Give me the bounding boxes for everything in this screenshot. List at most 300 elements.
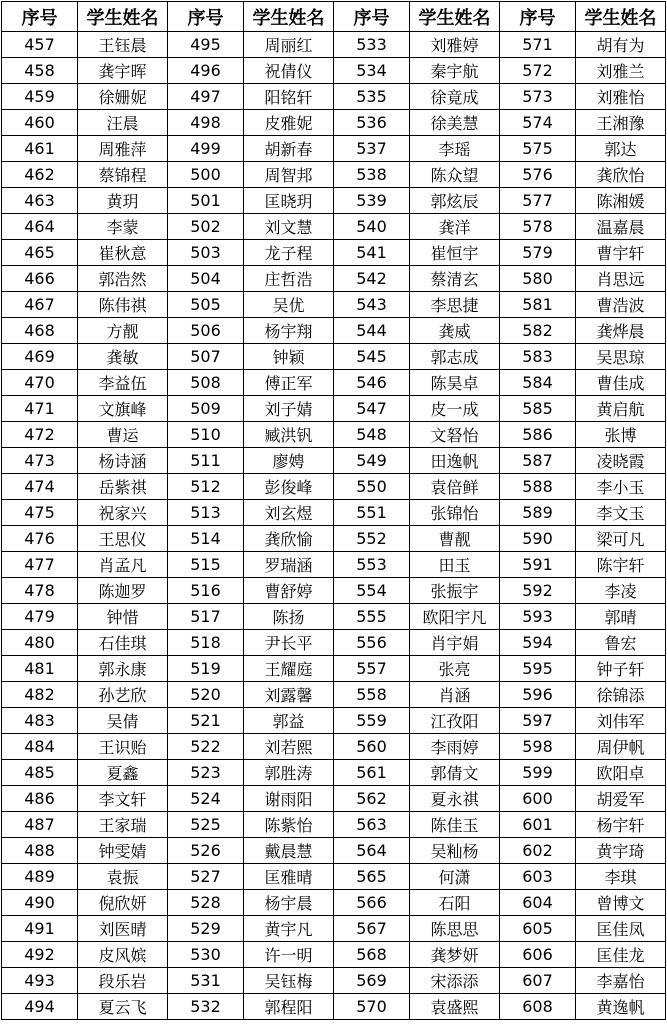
student-name-cell: 杨宇轩	[576, 812, 666, 838]
student-name-cell: 李琪	[576, 864, 666, 890]
student-name-cell: 方靓	[78, 318, 168, 344]
student-name-cell: 汪晨	[78, 110, 168, 136]
student-name-cell: 秦宇航	[410, 58, 500, 84]
serial-number-cell: 478	[2, 578, 78, 604]
serial-number-cell: 458	[2, 58, 78, 84]
student-name-cell: 王识贻	[78, 734, 168, 760]
serial-number-cell: 474	[2, 474, 78, 500]
student-name-cell: 龚威	[410, 318, 500, 344]
serial-number-cell: 531	[168, 968, 244, 994]
student-name-cell: 龚宇晖	[78, 58, 168, 84]
student-name-cell: 欧阳宇凡	[410, 604, 500, 630]
student-name-cell: 钟雯婧	[78, 838, 168, 864]
student-name-cell: 夏云飞	[78, 994, 168, 1020]
student-name-cell: 王家瑞	[78, 812, 168, 838]
student-name-cell: 鲁宏	[576, 630, 666, 656]
serial-number-cell: 484	[2, 734, 78, 760]
serial-number-cell: 529	[168, 916, 244, 942]
student-name-cell: 李嘉怡	[576, 968, 666, 994]
student-name-cell: 郭益	[244, 708, 334, 734]
serial-number-cell: 471	[2, 396, 78, 422]
header-cell-student-name: 学生姓名	[410, 2, 500, 32]
serial-number-cell: 585	[500, 396, 576, 422]
serial-number-cell: 533	[334, 32, 410, 58]
serial-number-cell: 520	[168, 682, 244, 708]
serial-number-cell: 494	[2, 994, 78, 1020]
student-name-cell: 李凌	[576, 578, 666, 604]
student-name-cell: 阳铭轩	[244, 84, 334, 110]
serial-number-cell: 561	[334, 760, 410, 786]
student-name-cell: 刘雅婷	[410, 32, 500, 58]
table-row	[2, 396, 666, 422]
student-name-cell: 张亮	[410, 656, 500, 682]
serial-number-cell: 460	[2, 110, 78, 136]
header-row	[2, 2, 666, 32]
student-name-cell: 曹舒婷	[244, 578, 334, 604]
student-roster-table	[1, 1, 666, 1020]
student-name-cell: 陈湘媛	[576, 188, 666, 214]
serial-number-cell: 547	[334, 396, 410, 422]
serial-number-cell: 572	[500, 58, 576, 84]
student-name-cell: 张博	[576, 422, 666, 448]
student-name-cell: 李小玉	[576, 474, 666, 500]
serial-number-cell: 580	[500, 266, 576, 292]
serial-number-cell: 519	[168, 656, 244, 682]
student-name-cell: 欧阳卓	[576, 760, 666, 786]
table-row	[2, 786, 666, 812]
student-name-cell: 陈众望	[410, 162, 500, 188]
student-name-cell: 黄宇琦	[576, 838, 666, 864]
serial-number-cell: 467	[2, 292, 78, 318]
serial-number-cell: 595	[500, 656, 576, 682]
student-name-cell: 石佳琪	[78, 630, 168, 656]
table-row	[2, 500, 666, 526]
serial-number-cell: 566	[334, 890, 410, 916]
serial-number-cell: 536	[334, 110, 410, 136]
header-cell-student-name: 学生姓名	[78, 2, 168, 32]
serial-number-cell: 557	[334, 656, 410, 682]
student-name-cell: 曹宇轩	[576, 240, 666, 266]
student-name-cell: 匡佳凤	[576, 916, 666, 942]
serial-number-cell: 472	[2, 422, 78, 448]
student-name-cell: 田玉	[410, 552, 500, 578]
student-name-cell: 王耀庭	[244, 656, 334, 682]
serial-number-cell: 542	[334, 266, 410, 292]
serial-number-cell: 483	[2, 708, 78, 734]
student-name-cell: 龚欣愉	[244, 526, 334, 552]
serial-number-cell: 546	[334, 370, 410, 396]
serial-number-cell: 502	[168, 214, 244, 240]
serial-number-cell: 577	[500, 188, 576, 214]
table-row	[2, 942, 666, 968]
serial-number-cell: 596	[500, 682, 576, 708]
serial-number-cell: 469	[2, 344, 78, 370]
serial-number-cell: 540	[334, 214, 410, 240]
student-name-cell: 杨宇翔	[244, 318, 334, 344]
table-row	[2, 370, 666, 396]
student-name-cell: 周雅萍	[78, 136, 168, 162]
serial-number-cell: 490	[2, 890, 78, 916]
student-name-cell: 郭达	[576, 136, 666, 162]
student-name-cell: 岳紫祺	[78, 474, 168, 500]
serial-number-cell: 508	[168, 370, 244, 396]
roster-body	[2, 32, 666, 1020]
student-name-cell: 蔡锦程	[78, 162, 168, 188]
serial-number-cell: 466	[2, 266, 78, 292]
serial-number-cell: 605	[500, 916, 576, 942]
serial-number-cell: 569	[334, 968, 410, 994]
serial-number-cell: 551	[334, 500, 410, 526]
student-name-cell: 张锦怡	[410, 500, 500, 526]
table-row	[2, 344, 666, 370]
serial-number-cell: 521	[168, 708, 244, 734]
serial-number-cell: 591	[500, 552, 576, 578]
student-name-cell: 皮雅妮	[244, 110, 334, 136]
student-name-cell: 文旗峰	[78, 396, 168, 422]
serial-number-cell: 538	[334, 162, 410, 188]
table-row	[2, 32, 666, 58]
student-name-cell: 郭程阳	[244, 994, 334, 1020]
student-name-cell: 吴思琼	[576, 344, 666, 370]
student-name-cell: 黄玥	[78, 188, 168, 214]
student-name-cell: 陈思思	[410, 916, 500, 942]
serial-number-cell: 539	[334, 188, 410, 214]
student-name-cell: 刘医晴	[78, 916, 168, 942]
student-name-cell: 曹靓	[410, 526, 500, 552]
serial-number-cell: 608	[500, 994, 576, 1020]
student-name-cell: 吴倩	[78, 708, 168, 734]
serial-number-cell: 513	[168, 500, 244, 526]
serial-number-cell: 499	[168, 136, 244, 162]
serial-number-cell: 550	[334, 474, 410, 500]
student-name-cell: 梁可凡	[576, 526, 666, 552]
student-name-cell: 李益伍	[78, 370, 168, 396]
student-name-cell: 刘玄煜	[244, 500, 334, 526]
serial-number-cell: 567	[334, 916, 410, 942]
student-name-cell: 吴籼杨	[410, 838, 500, 864]
student-name-cell: 匡晓玥	[244, 188, 334, 214]
student-name-cell: 郭炫辰	[410, 188, 500, 214]
student-name-cell: 李思捷	[410, 292, 500, 318]
student-name-cell: 夏永祺	[410, 786, 500, 812]
serial-number-cell: 489	[2, 864, 78, 890]
student-name-cell: 郭胜涛	[244, 760, 334, 786]
serial-number-cell: 485	[2, 760, 78, 786]
student-name-cell: 陈佳玉	[410, 812, 500, 838]
student-name-cell: 罗瑞涵	[244, 552, 334, 578]
serial-number-cell: 480	[2, 630, 78, 656]
student-name-cell: 曹佳成	[576, 370, 666, 396]
student-name-cell: 曾博文	[576, 890, 666, 916]
serial-number-cell: 537	[334, 136, 410, 162]
student-name-cell: 王湘豫	[576, 110, 666, 136]
serial-number-cell: 518	[168, 630, 244, 656]
student-name-cell: 文砮怡	[410, 422, 500, 448]
student-name-cell: 龙子程	[244, 240, 334, 266]
student-name-cell: 曹浩波	[576, 292, 666, 318]
serial-number-cell: 602	[500, 838, 576, 864]
student-name-cell: 黄逸帆	[576, 994, 666, 1020]
student-name-cell: 刘子婧	[244, 396, 334, 422]
table-row	[2, 188, 666, 214]
serial-number-cell: 559	[334, 708, 410, 734]
serial-number-cell: 515	[168, 552, 244, 578]
serial-number-cell: 527	[168, 864, 244, 890]
student-name-cell: 钟惜	[78, 604, 168, 630]
table-row	[2, 968, 666, 994]
table-row	[2, 448, 666, 474]
serial-number-cell: 509	[168, 396, 244, 422]
student-name-cell: 陈伟祺	[78, 292, 168, 318]
student-name-cell: 胡爱军	[576, 786, 666, 812]
table-row	[2, 630, 666, 656]
serial-number-cell: 512	[168, 474, 244, 500]
serial-number-cell: 606	[500, 942, 576, 968]
student-name-cell: 袁盛熙	[410, 994, 500, 1020]
student-name-cell: 胡新春	[244, 136, 334, 162]
serial-number-cell: 461	[2, 136, 78, 162]
serial-number-cell: 459	[2, 84, 78, 110]
serial-number-cell: 589	[500, 500, 576, 526]
serial-number-cell: 598	[500, 734, 576, 760]
student-name-cell: 刘伟军	[576, 708, 666, 734]
table-row	[2, 84, 666, 110]
serial-number-cell: 532	[168, 994, 244, 1020]
student-name-cell: 周丽红	[244, 32, 334, 58]
student-name-cell: 祝家兴	[78, 500, 168, 526]
serial-number-cell: 528	[168, 890, 244, 916]
table-row	[2, 916, 666, 942]
student-name-cell: 李雨婷	[410, 734, 500, 760]
serial-number-cell: 523	[168, 760, 244, 786]
student-name-cell: 龚洋	[410, 214, 500, 240]
student-name-cell: 傅正军	[244, 370, 334, 396]
student-name-cell: 皮一成	[410, 396, 500, 422]
student-name-cell: 崔秋意	[78, 240, 168, 266]
serial-number-cell: 543	[334, 292, 410, 318]
student-name-cell: 段乐岩	[78, 968, 168, 994]
student-name-cell: 王思仪	[78, 526, 168, 552]
header-cell-student-name: 学生姓名	[576, 2, 666, 32]
student-name-cell: 许一明	[244, 942, 334, 968]
table-row	[2, 136, 666, 162]
serial-number-cell: 510	[168, 422, 244, 448]
student-name-cell: 郭倩文	[410, 760, 500, 786]
serial-number-cell: 556	[334, 630, 410, 656]
student-name-cell: 祝倩仪	[244, 58, 334, 84]
serial-number-cell: 588	[500, 474, 576, 500]
serial-number-cell: 468	[2, 318, 78, 344]
serial-number-cell: 599	[500, 760, 576, 786]
serial-number-cell: 594	[500, 630, 576, 656]
student-name-cell: 肖孟凡	[78, 552, 168, 578]
serial-number-cell: 573	[500, 84, 576, 110]
serial-number-cell: 593	[500, 604, 576, 630]
serial-number-cell: 486	[2, 786, 78, 812]
student-name-cell: 肖涵	[410, 682, 500, 708]
serial-number-cell: 500	[168, 162, 244, 188]
header-cell-serial: 序号	[334, 2, 410, 32]
serial-number-cell: 524	[168, 786, 244, 812]
header-cell-serial: 序号	[500, 2, 576, 32]
student-name-cell: 吴优	[244, 292, 334, 318]
serial-number-cell: 564	[334, 838, 410, 864]
student-name-cell: 臧洪钒	[244, 422, 334, 448]
table-row	[2, 838, 666, 864]
serial-number-cell: 571	[500, 32, 576, 58]
serial-number-cell: 498	[168, 110, 244, 136]
serial-number-cell: 464	[2, 214, 78, 240]
serial-number-cell: 587	[500, 448, 576, 474]
student-name-cell: 蔡清玄	[410, 266, 500, 292]
student-name-cell: 黄启航	[576, 396, 666, 422]
serial-number-cell: 548	[334, 422, 410, 448]
serial-number-cell: 563	[334, 812, 410, 838]
student-name-cell: 尹长平	[244, 630, 334, 656]
student-name-cell: 皮风嫔	[78, 942, 168, 968]
student-name-cell: 周伊帆	[576, 734, 666, 760]
serial-number-cell: 496	[168, 58, 244, 84]
header-cell-serial: 序号	[2, 2, 78, 32]
student-name-cell: 钟颖	[244, 344, 334, 370]
student-name-cell: 孙艺欣	[78, 682, 168, 708]
student-name-cell: 刘雅怡	[576, 84, 666, 110]
student-name-cell: 徐锦添	[576, 682, 666, 708]
serial-number-cell: 481	[2, 656, 78, 682]
serial-number-cell: 495	[168, 32, 244, 58]
student-name-cell: 黄宇凡	[244, 916, 334, 942]
student-name-cell: 曹运	[78, 422, 168, 448]
student-name-cell: 肖宇娟	[410, 630, 500, 656]
serial-number-cell: 574	[500, 110, 576, 136]
table-row	[2, 864, 666, 890]
serial-number-cell: 560	[334, 734, 410, 760]
table-row	[2, 58, 666, 84]
table-row	[2, 578, 666, 604]
serial-number-cell: 590	[500, 526, 576, 552]
student-name-cell: 龚烨晨	[576, 318, 666, 344]
student-name-cell: 温嘉晨	[576, 214, 666, 240]
serial-number-cell: 479	[2, 604, 78, 630]
student-name-cell: 何潇	[410, 864, 500, 890]
serial-number-cell: 504	[168, 266, 244, 292]
serial-number-cell: 482	[2, 682, 78, 708]
serial-number-cell: 488	[2, 838, 78, 864]
serial-number-cell: 505	[168, 292, 244, 318]
student-name-cell: 陈紫怡	[244, 812, 334, 838]
student-name-cell: 刘文慧	[244, 214, 334, 240]
student-name-cell: 龚梦妍	[410, 942, 500, 968]
serial-number-cell: 525	[168, 812, 244, 838]
student-name-cell: 陈宇轩	[576, 552, 666, 578]
serial-number-cell: 583	[500, 344, 576, 370]
student-name-cell: 李蒙	[78, 214, 168, 240]
serial-number-cell: 477	[2, 552, 78, 578]
serial-number-cell: 517	[168, 604, 244, 630]
student-name-cell: 郭晴	[576, 604, 666, 630]
student-name-cell: 李文玉	[576, 500, 666, 526]
student-name-cell: 倪欣妍	[78, 890, 168, 916]
student-name-cell: 袁倍鲜	[410, 474, 500, 500]
serial-number-cell: 582	[500, 318, 576, 344]
serial-number-cell: 592	[500, 578, 576, 604]
header-cell-serial: 序号	[168, 2, 244, 32]
student-name-cell: 凌晓霞	[576, 448, 666, 474]
student-name-cell: 杨宇晨	[244, 890, 334, 916]
student-name-cell: 李文轩	[78, 786, 168, 812]
serial-number-cell: 553	[334, 552, 410, 578]
serial-number-cell: 558	[334, 682, 410, 708]
student-name-cell: 郭浩然	[78, 266, 168, 292]
serial-number-cell: 475	[2, 500, 78, 526]
serial-number-cell: 516	[168, 578, 244, 604]
table-row	[2, 708, 666, 734]
student-name-cell: 吴钰梅	[244, 968, 334, 994]
table-row	[2, 162, 666, 188]
serial-number-cell: 487	[2, 812, 78, 838]
serial-number-cell: 463	[2, 188, 78, 214]
serial-number-cell: 581	[500, 292, 576, 318]
serial-number-cell: 534	[334, 58, 410, 84]
student-name-cell: 胡有为	[576, 32, 666, 58]
table-row	[2, 656, 666, 682]
serial-number-cell: 579	[500, 240, 576, 266]
serial-number-cell: 462	[2, 162, 78, 188]
serial-number-cell: 552	[334, 526, 410, 552]
student-name-cell: 崔恒宇	[410, 240, 500, 266]
serial-number-cell: 555	[334, 604, 410, 630]
student-name-cell: 田逸帆	[410, 448, 500, 474]
student-name-cell: 彭俊峰	[244, 474, 334, 500]
table-row	[2, 734, 666, 760]
serial-number-cell: 465	[2, 240, 78, 266]
serial-number-cell: 526	[168, 838, 244, 864]
student-name-cell: 钟子轩	[576, 656, 666, 682]
serial-number-cell: 597	[500, 708, 576, 734]
serial-number-cell: 554	[334, 578, 410, 604]
student-name-cell: 石阳	[410, 890, 500, 916]
table-row	[2, 292, 666, 318]
serial-number-cell: 600	[500, 786, 576, 812]
student-name-cell: 肖思远	[576, 266, 666, 292]
serial-number-cell: 562	[334, 786, 410, 812]
serial-number-cell: 544	[334, 318, 410, 344]
serial-number-cell: 507	[168, 344, 244, 370]
table-row	[2, 318, 666, 344]
student-name-cell: 徐姗妮	[78, 84, 168, 110]
serial-number-cell: 514	[168, 526, 244, 552]
serial-number-cell: 522	[168, 734, 244, 760]
serial-number-cell: 607	[500, 968, 576, 994]
student-name-cell: 李瑶	[410, 136, 500, 162]
serial-number-cell: 565	[334, 864, 410, 890]
student-name-cell: 刘露馨	[244, 682, 334, 708]
table-row	[2, 214, 666, 240]
table-row	[2, 552, 666, 578]
serial-number-cell: 503	[168, 240, 244, 266]
student-name-cell: 刘若熙	[244, 734, 334, 760]
serial-number-cell: 570	[334, 994, 410, 1020]
table-row	[2, 682, 666, 708]
serial-number-cell: 586	[500, 422, 576, 448]
serial-number-cell: 511	[168, 448, 244, 474]
serial-number-cell: 491	[2, 916, 78, 942]
student-name-cell: 陈迦罗	[78, 578, 168, 604]
serial-number-cell: 578	[500, 214, 576, 240]
serial-number-cell: 506	[168, 318, 244, 344]
student-name-cell: 龚欣怡	[576, 162, 666, 188]
serial-number-cell: 497	[168, 84, 244, 110]
